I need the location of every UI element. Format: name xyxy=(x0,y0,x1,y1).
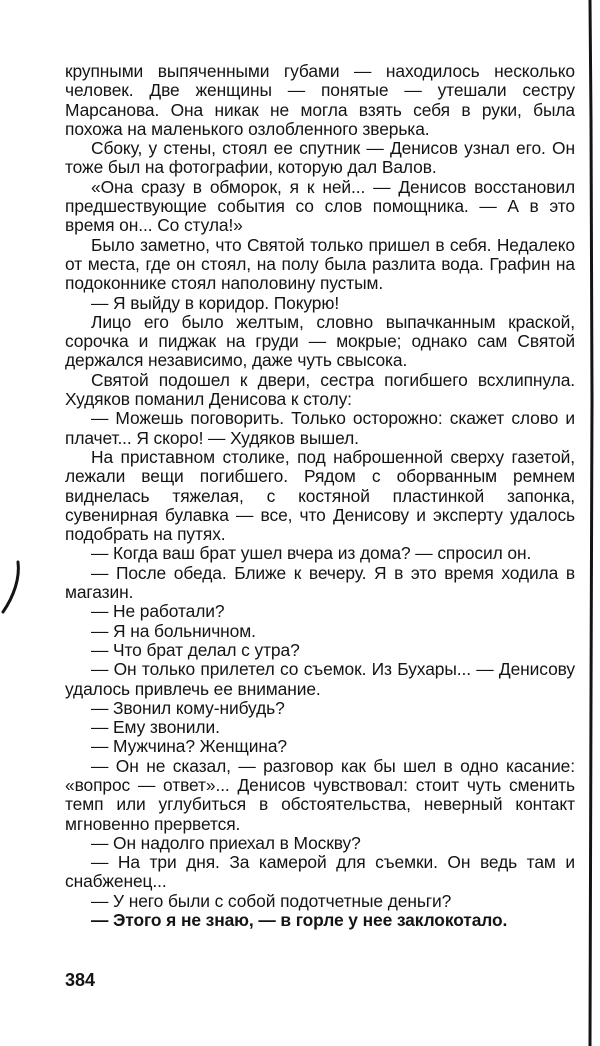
paragraph: — Ему звонили. xyxy=(91,717,220,738)
paragraph: На приставном столике, под наброшенной сверху газетой, лежали вещи погибшего. Рядом с оборванным ремнем виднелась тяжелая, с костяной пластинкой запонка, сувенирная булавка — все, что Денисову и эксперту удалось подобрать на путях. xyxy=(65,446,575,545)
margin-pen-mark xyxy=(0,560,24,616)
paragraph: — Что брат делал с утра? xyxy=(91,639,300,660)
paragraph: — Не работали? xyxy=(91,601,225,622)
paragraph: Было заметно, что Святой только пришел в себя. Недалеко от места, где он стоял, на полу была разлита вода. Графин на подоконнике стоял наполовину пустым. xyxy=(65,234,575,294)
paragraph: — Этого я не знаю, — в горле у нее заклокотало. xyxy=(91,910,508,931)
paragraph: — Он надолго приехал в Москву? xyxy=(91,832,361,853)
page-edge-line xyxy=(590,0,592,1046)
paragraph: — Мужчина? Женщина? xyxy=(91,736,287,757)
paragraph: крупными выпяченными губами — находилось несколько человек. Две женщины — понятые — утешали сестру Марсанова. Она никак не могла взять себя в руки, была похожа на маленького озлобленного зверька. xyxy=(65,61,575,139)
paragraph: Лицо его было желтым, словно выпачканным краской, сорочка и пиджак на груди — мокрые; однако сам Святой держался независимо, даже чуть свысока. xyxy=(65,311,575,371)
paragraph: Сбоку, у стены, стоял ее спутник — Денисов узнал его. Он тоже был на фотографии, которую дал Валов. xyxy=(65,138,575,178)
paragraph: — Звонил кому-нибудь? xyxy=(91,697,285,718)
page-edge-shadow xyxy=(580,0,600,1046)
paragraph: — У него были с собой подотчетные деньги? xyxy=(91,890,452,911)
paragraph: «Она сразу в обморок, я к ней... — Денисов восстановил предшествующие события со слов помощника. — А в это время он... Со стула!» xyxy=(65,176,575,236)
pen-stroke xyxy=(3,562,18,612)
paragraph: — Когда ваш брат ушел вчера из дома? — спросил он. xyxy=(91,543,532,564)
paragraph: — Я выйду в коридор. Покурю! xyxy=(91,292,340,313)
paragraph: — Он только прилетел со съемок. Из Бухары... — Денисову удалось привлечь ее внимание. xyxy=(65,659,575,699)
paragraph: — Он не сказал, — разговор как бы шел в одно касание: «вопрос — ответ»... Денисов чувствовал: стоит чуть сменить темп или углубиться в обстоятельства, неверный контакт мгновенно прервется. xyxy=(65,755,575,834)
page-number: 384 xyxy=(65,970,96,990)
body-text xyxy=(65,62,575,930)
paragraph: — На три дня. За камерой для съемки. Он ведь там и снабженец... xyxy=(65,852,575,892)
paragraph: Святой подошел к двери, сестра погибшего всхлипнула. Худяков поманил Денисова к столу: xyxy=(65,369,575,410)
paragraph: — Я на больничном. xyxy=(91,620,256,641)
paragraph: — После обеда. Ближе к вечеру. Я в это время ходила в магазин. xyxy=(65,562,575,603)
paragraph: — Можешь поговорить. Только осторожно: скажет слово и плачет... Я скоро! — Худяков вышел. xyxy=(65,408,575,448)
